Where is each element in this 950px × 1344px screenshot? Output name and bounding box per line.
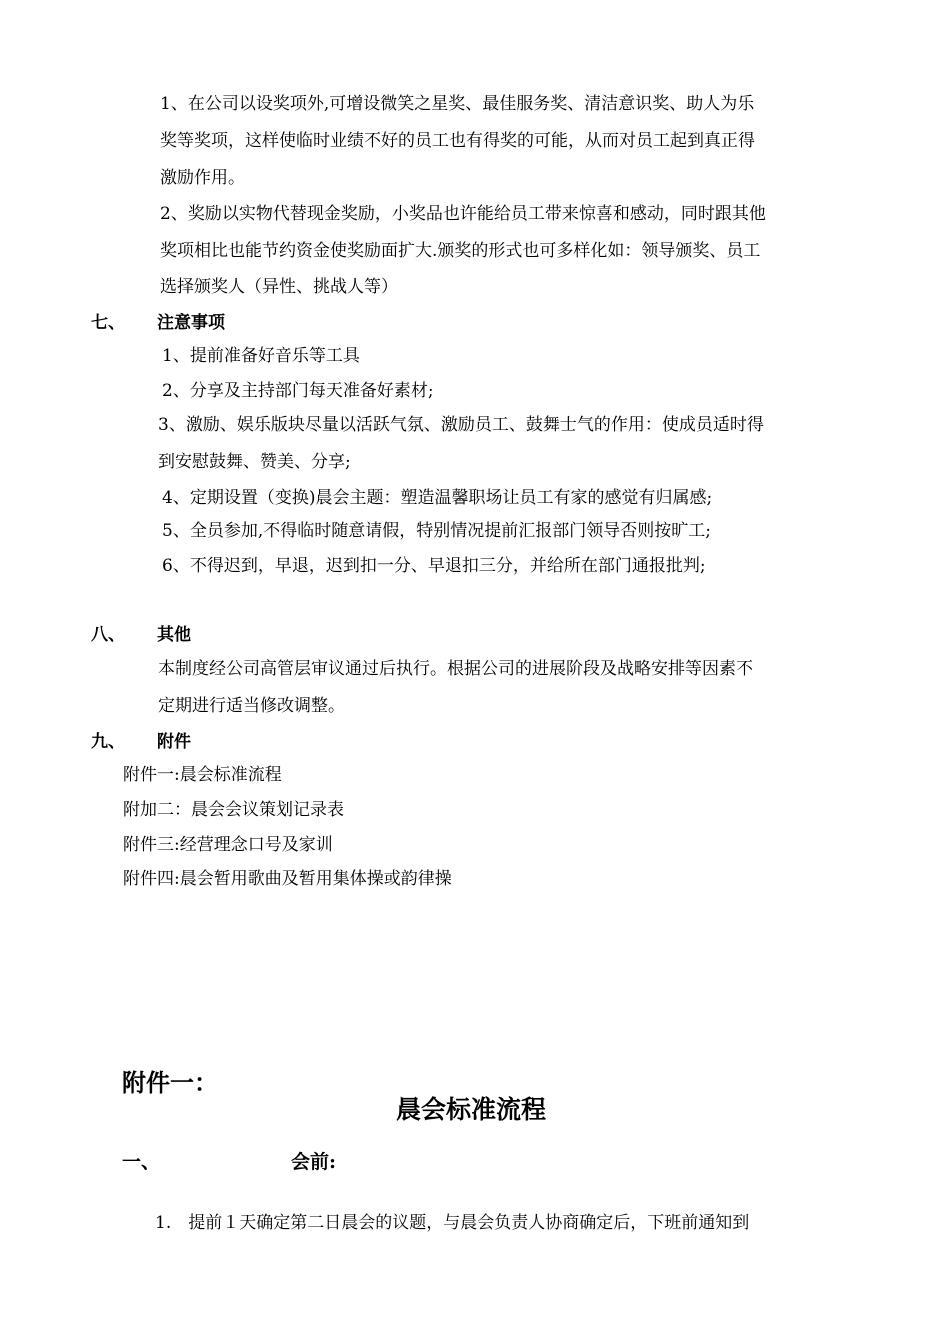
section9-number: 九、 <box>91 732 125 752</box>
s9-item4: 附件四:晨会暂用歌曲及暂用集体操或韵律操 <box>123 869 452 889</box>
s8-line2: 定期进行适当修改调整。 <box>158 696 345 716</box>
section8-title: 其他 <box>157 625 191 645</box>
annex1-title: 晨会标准流程 <box>396 1095 547 1124</box>
s6-p1-line3: 激励作用。 <box>160 168 245 188</box>
s9-item1: 附件一:晨会标准流程 <box>123 765 282 785</box>
s7-item2: 2、分享及主持部门每天准备好素材; <box>162 381 434 401</box>
s7-item1: 1、提前准备好音乐等工具 <box>162 346 360 366</box>
s6-p1-line1: 1、在公司以设奖项外,可增设微笑之星奖、最佳服务奖、清洁意识奖、助人为乐 <box>160 94 755 114</box>
s7-item4: 4、定期设置（变换)晨会主题：塑造温馨职场让员工有家的感觉有归属感; <box>162 488 713 508</box>
section7-number: 七、 <box>91 313 125 333</box>
s6-p2-line2: 奖项相比也能节约资金使奖励面扩大.颁奖的形式也可多样化如：领导颁奖、员工 <box>160 241 761 261</box>
s7-item6: 6、不得迟到，早退，迟到扣一分、早退扣三分，并给所在部门通报批判; <box>162 556 706 576</box>
section8-number: 八、 <box>91 625 125 645</box>
section7-title: 注意事项 <box>157 313 225 333</box>
s9-item3: 附件三:经营理念口号及家训 <box>123 835 333 855</box>
section9-title: 附件 <box>157 732 191 752</box>
s6-p2-line1: 2、奖励以实物代替现金奖励，小奖品也许能给员工带来惊喜和感动，同时跟其他 <box>160 204 766 224</box>
s7-item3-line2: 到安慰鼓舞、赞美、分享; <box>158 452 351 472</box>
s6-p2-line3: 选择颁奖人（异性、挑战人等） <box>160 277 398 297</box>
s7-item5: 5、全员参加,不得临时随意请假，特别情况提前汇报部门领导否则按旷工; <box>162 521 711 541</box>
s8-line1: 本制度经公司高管层审议通过后执行。根据公司的进展阶段及战略安排等因素不 <box>158 659 753 679</box>
s9-item2: 附加二：晨会会议策划记录表 <box>123 800 344 820</box>
annex1-sub-number: 一、 <box>122 1151 161 1173</box>
s6-p1-line2: 奖等奖项，这样使临时业绩不好的员工也有得奖的可能，从而对员工起到真正得 <box>160 131 755 151</box>
annex1-label: 附件一： <box>122 1068 218 1097</box>
s7-item3-line1: 3、激励、娱乐版块尽量以活跃气氛、激励员工、鼓舞士气的作用：使成员适时得 <box>158 415 764 435</box>
annex1-item1: 1. 提前１天确定第二日晨会的议题，与晨会负责人协商确定后，下班前通知到 <box>155 1213 750 1233</box>
annex1-sub-title: 会前: <box>291 1151 337 1173</box>
